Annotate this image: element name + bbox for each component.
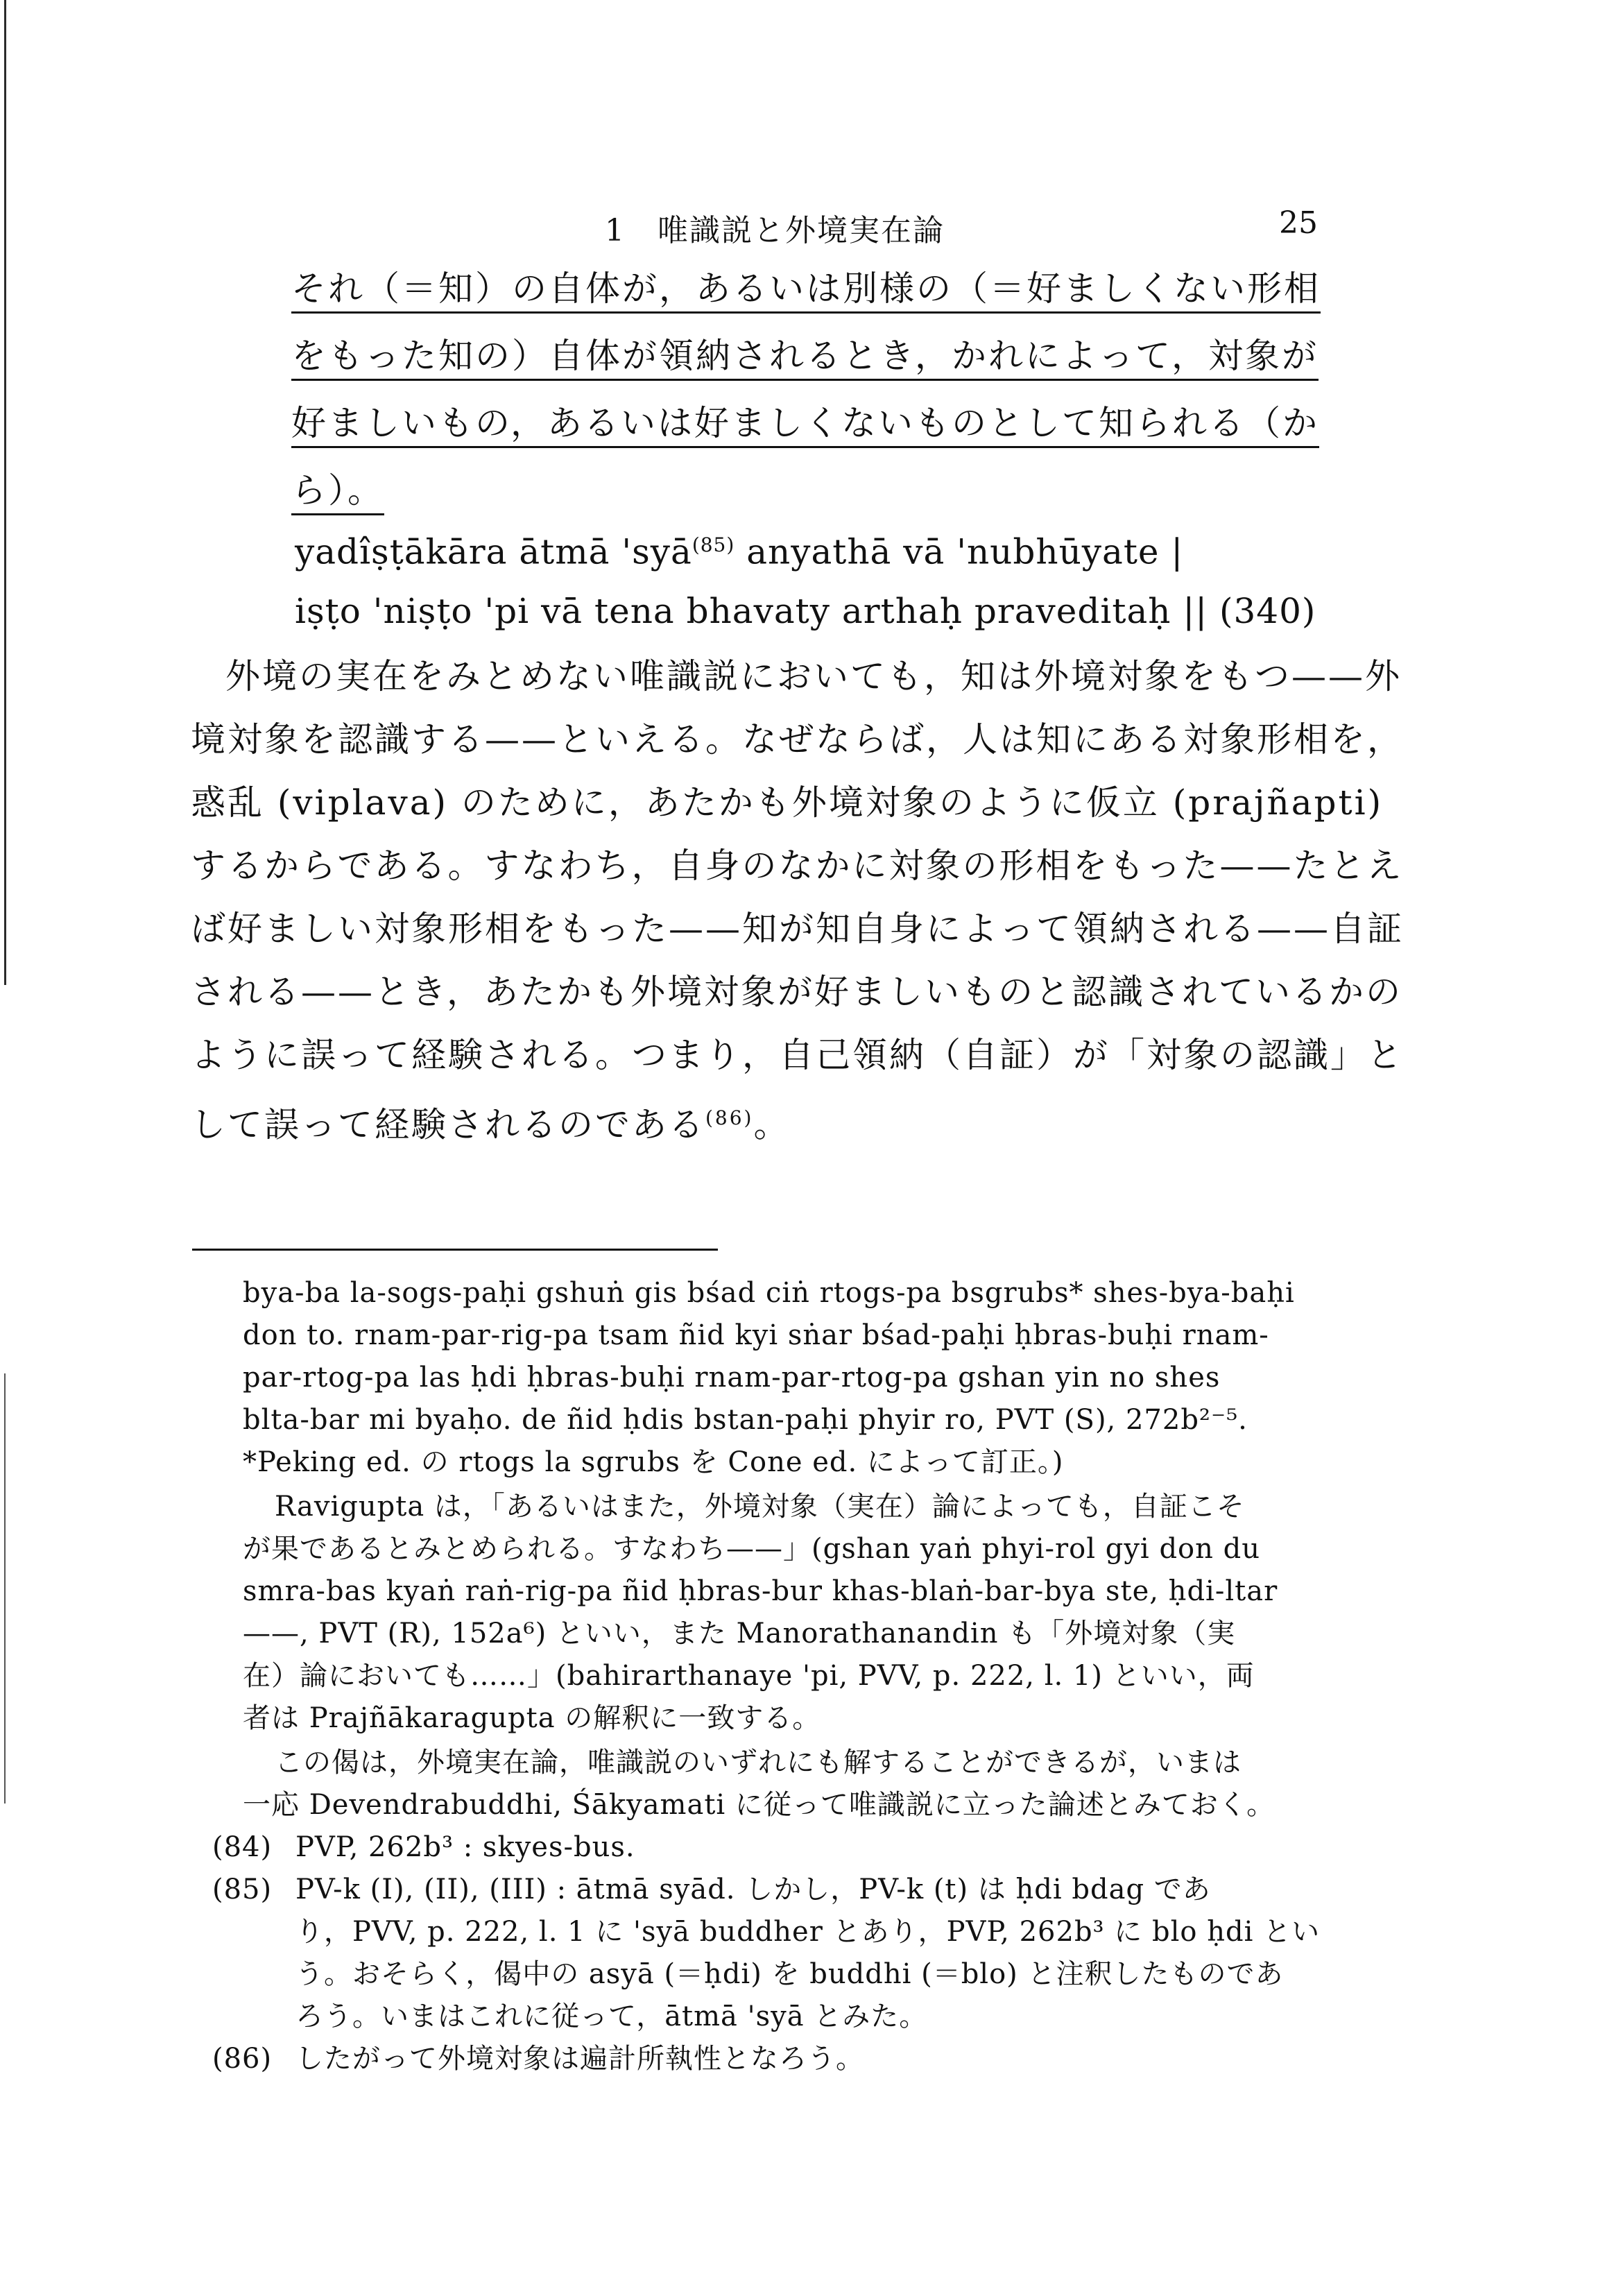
footnote-line: bya-ba la-sogs-paḥi gshuṅ gis bśad ciṅ rtogs-pa bsgrubs* shes-bya-baḥi <box>243 1277 1295 1309</box>
note-number: (84) <box>212 1831 273 1863</box>
note-text: PV-k (I), (II), (III) : ātmā syād. しかし，PV-k (t) は ḥdi bdag であ <box>295 1874 1211 1905</box>
commentary-text: して誤って経験されるのである <box>191 1104 705 1145</box>
running-header <box>291 205 1318 247</box>
commentary-line <box>191 1097 1342 1145</box>
note-text: PVP, 262b³ : skyes-bus. <box>295 1831 635 1863</box>
sanskrit-text: yadîṣṭākāra ātmā 'syā <box>295 531 692 572</box>
note-text: り，PVV, p. 222, l. 1 に 'syā buddher とあり，PVP, 262b³ に blo ḥdi とい <box>295 1916 1321 1948</box>
footnote-line: この偈は，外境実在論，唯識説のいずれにも解することができるが，いまは <box>275 1747 1242 1779</box>
sanskrit-text: anyathā vā 'nubhūyate | <box>735 531 1184 572</box>
footnotes <box>212 1275 1346 2083</box>
scan-edge-line-lower <box>4 1373 6 1804</box>
verse-text: をもった知の）自体が領納されるとき，かれによって，対象が <box>291 336 1319 381</box>
note-number: (85) <box>212 1874 273 1905</box>
commentary-line: 惑乱 (viplava) のために，あたかも外境対象のように仮立 (prajñapti) <box>191 782 1384 823</box>
footnote-line: 在）論においても……」(bahirarthanaye 'pi, PVV, p. 222, l. 1) といい，両 <box>243 1660 1255 1692</box>
page-number: 25 <box>1279 205 1318 241</box>
verse-text: ら）。 <box>291 470 384 515</box>
footnote-line: don to. rnam-par-rig-pa tsam ñid kyi sṅar bśad-paḥi ḥbras-buḥi rnam- <box>243 1319 1269 1351</box>
commentary-line: 外境の実在をみとめない唯識説においても，知は外境対象をもつ——外 <box>225 656 1402 696</box>
note-text: したがって外境対象は遍計所執性となろう。 <box>295 2043 864 2075</box>
note-text: ろう。いまはこれに従って，ātmā 'syā とみた。 <box>295 2001 928 2032</box>
commentary-line: 境対象を認識する——といえる。なぜならば，人は知にある対象形相を， <box>191 719 1404 760</box>
footnote-line: Ravigupta は，「あるいはまた，外境対象（実在）論によっても，自証こそ <box>275 1491 1245 1523</box>
footnote-line: 一応 Devendrabuddhi, Śākyamati に従って唯識説に立った論述とみておく。 <box>243 1789 1276 1821</box>
note-ref-85: (85) <box>692 533 735 556</box>
footnote-line: par-rtog-pa las ḥdi ḥbras-buḥi rnam-par-rtog-pa gshan yin no shes <box>243 1362 1221 1394</box>
chapter-title: 1 唯識説と外境実在論 <box>605 213 945 248</box>
commentary-line: ように誤って経験される。つまり，自己領納（自証）が「対象の認識」と <box>191 1035 1404 1075</box>
verse-text: 好ましいもの，あるいは好ましくないものとして知られる（か <box>291 403 1319 448</box>
footnote-line: *Peking ed. の rtogs la sgrubs を Cone ed. によって訂正。) <box>243 1446 1064 1478</box>
footnote-line: が果であるとみとめられる。すなわち——」(gshan yaṅ phyi-rol gyi don du <box>243 1533 1260 1565</box>
note-number: (86) <box>212 2043 273 2075</box>
verse-line <box>291 469 1276 512</box>
footnote-line: smra-bas kyaṅ raṅ-rig-pa ñid ḥbras-bur khas-blaṅ-bar-bya ste, ḥdi-ltar <box>243 1575 1278 1607</box>
sanskrit-verse-line-2: iṣṭo 'niṣṭo 'pi vā tena bhavaty arthaḥ praveditaḥ || (340) <box>295 591 1316 631</box>
footnote-line: ——, PVT (R), 152a⁶) といい，また Manorathanandin も「外境対象（実 <box>243 1618 1236 1650</box>
commentary-paragraph <box>191 655 1404 1160</box>
scan-edge-line <box>4 0 6 985</box>
note-ref-86: (86) <box>705 1106 754 1129</box>
verse-translation <box>291 267 1321 536</box>
footnote-separator <box>192 1249 718 1251</box>
footnote-line: blta-bar mi byaḥo. de ñid ḥdis bstan-paḥi phyir ro, PVT (S), 272b²⁻⁵. <box>243 1404 1248 1436</box>
note-85 <box>212 1871 1346 1908</box>
commentary-line: するからである。すなわち，自身のなかに対象の形相をもった——たとえ <box>191 846 1404 886</box>
sanskrit-verse-line-1 <box>295 524 1335 574</box>
commentary-text: 。 <box>753 1104 791 1145</box>
verse-line <box>291 267 1321 310</box>
verse-line <box>291 334 1319 377</box>
verse-line <box>291 402 1319 445</box>
commentary-line: ば好ましい対象形相をもった——知が知自身によって領納される——自証 <box>191 909 1404 949</box>
footnote-line: 者は Prajñākaragupta の解釈に一致する。 <box>243 1702 821 1734</box>
note-84 <box>212 1829 1346 1865</box>
verse-text: それ（＝知）の自体が，あるいは別様の（＝好ましくない形相 <box>291 268 1321 314</box>
note-86 <box>212 2041 1346 2077</box>
note-text: う。おそらく，偈中の asyā (＝ḥdi) を buddhi (＝blo) と注釈したものであ <box>295 1958 1284 1990</box>
commentary-line: される——とき，あたかも外境対象が好ましいものと認識されているかの <box>191 972 1402 1012</box>
